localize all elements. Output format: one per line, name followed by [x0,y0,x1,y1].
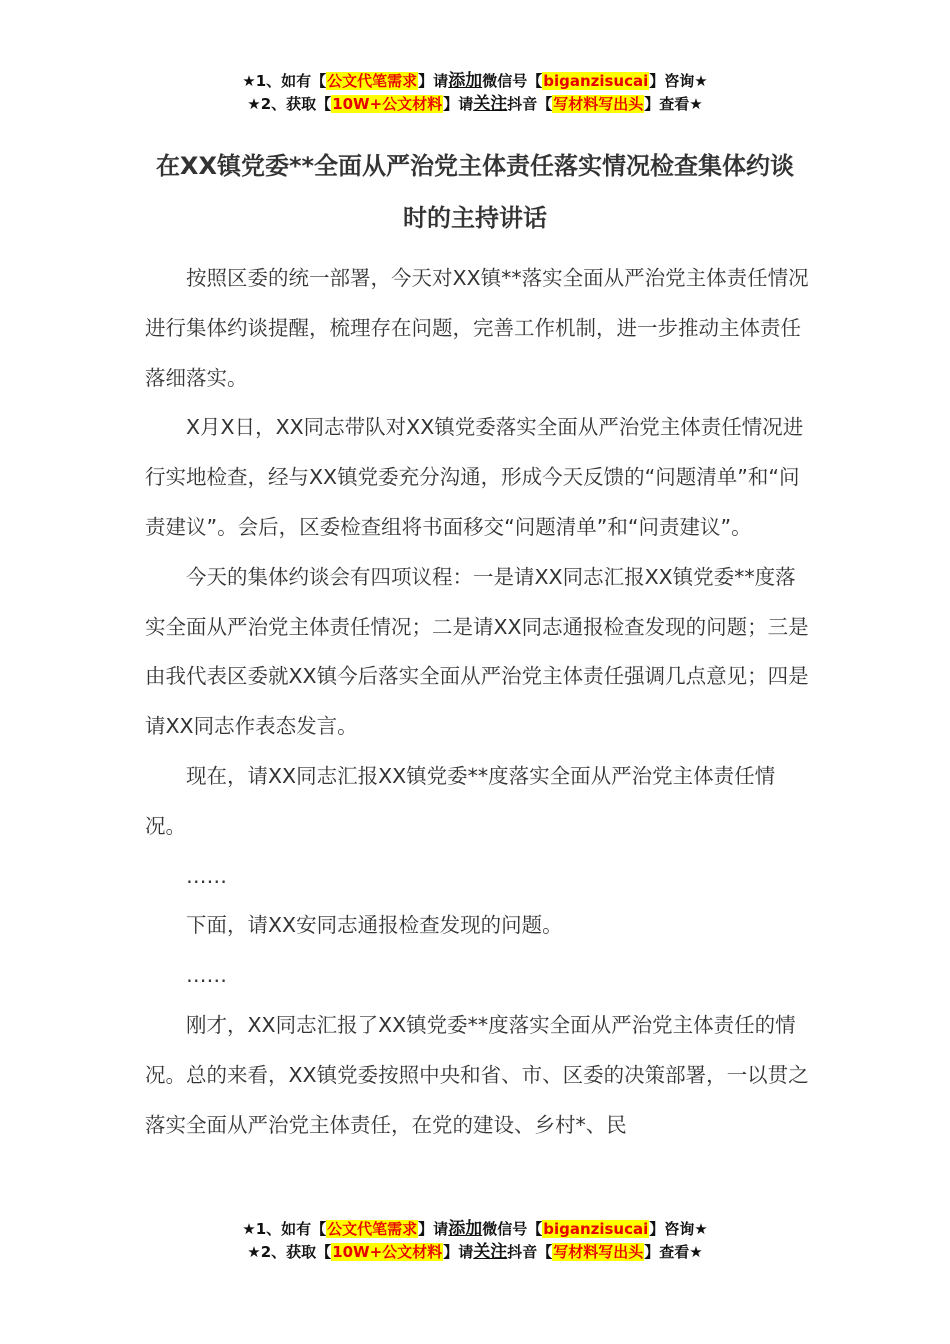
paragraph: 今天的集体约谈会有四项议程：一是请XX同志汇报XX镇党委**度落实全面从严治党主体责任情况；二是请XX同志通报检查发现的问题；三是由我代表区委就XX镇今后落实全面从严治党主体责任强调几点意见；四是请XX同志作表态发言。 [145,564,809,739]
banner-highlight: 公文代笔需求 [327,1220,418,1238]
banner-line-2 [0,93,950,116]
banner-text: 抖音【 [507,95,553,113]
banner-highlight: 10W+公文材料 [332,1243,443,1261]
banner-highlight: biganzisucai [543,1220,649,1238]
header-banner [0,70,950,116]
document-title: 在XX镇党委**全面从严治党主体责任落实情况检查集体约谈时的主持讲话 [155,152,795,232]
banner-text: 】咨询★ [649,72,708,90]
banner-text: ★1、如有【 [242,72,327,90]
document-body [145,254,810,1150]
banner-line-1 [0,1218,950,1241]
banner-highlight: 写材料写出头 [553,95,644,113]
banner-text: 微信号【 [482,1220,543,1238]
banner-emphasis: 添加 [448,1219,483,1239]
banner-text: 】咨询★ [649,1220,708,1238]
ellipsis-paragraph: …… [186,963,227,988]
banner-highlight: 公文代笔需求 [327,72,418,90]
banner-text: 】请 [443,95,474,113]
paragraph: X月X日，XX同志带队对XX镇党委落实全面从严治党主体责任情况进行实地检查，经与XX镇党委充分沟通，形成今天反馈的“问题清单”和“问责建议”。会后，区委检查组将书面移交“问题清单”和“问责建议”。 [145,415,804,539]
banner-emphasis: 关注 [473,94,508,114]
paragraph: 按照区委的统一部署，今天对XX镇**落实全面从严治党主体责任情况进行集体约谈提醒，梳理存在问题，完善工作机制，进一步推动主体责任落细落实。 [145,266,809,390]
ellipsis-paragraph: …… [186,863,227,888]
paragraph: 刚才，XX同志汇报了XX镇党委**度落实全面从严治党主体责任的情况。总的来看，XX镇党委按照中央和省、市、区委的决策部署，一以贯之落实全面从严治党主体责任，在党的建设、乡村*、民 [145,1012,809,1137]
paragraph: 下面，请XX安同志通报检查发现的问题。 [186,913,563,938]
banner-emphasis: 关注 [473,1242,508,1262]
banner-text: 抖音【 [507,1243,553,1261]
banner-highlight: 10W+公文材料 [332,95,443,113]
banner-text: ★2、获取【 [247,1243,332,1261]
banner-text: 】请 [418,1220,449,1238]
banner-text: 】请 [443,1243,474,1261]
footer-banner [0,1218,950,1264]
banner-text: 微信号【 [482,72,543,90]
banner-highlight: biganzisucai [543,72,649,90]
banner-highlight: 写材料写出头 [553,1243,644,1261]
banner-text: 】请 [418,72,449,90]
banner-line-2 [0,1241,950,1264]
banner-emphasis: 添加 [448,71,483,91]
banner-line-1 [0,70,950,93]
paragraph: 现在，请XX同志汇报XX镇党委**度落实全面从严治党主体责任情况。 [145,763,776,838]
banner-text: 】查看★ [644,1243,703,1261]
banner-text: 】查看★ [644,95,703,113]
banner-text: ★1、如有【 [242,1220,327,1238]
banner-text: ★2、获取【 [247,95,332,113]
